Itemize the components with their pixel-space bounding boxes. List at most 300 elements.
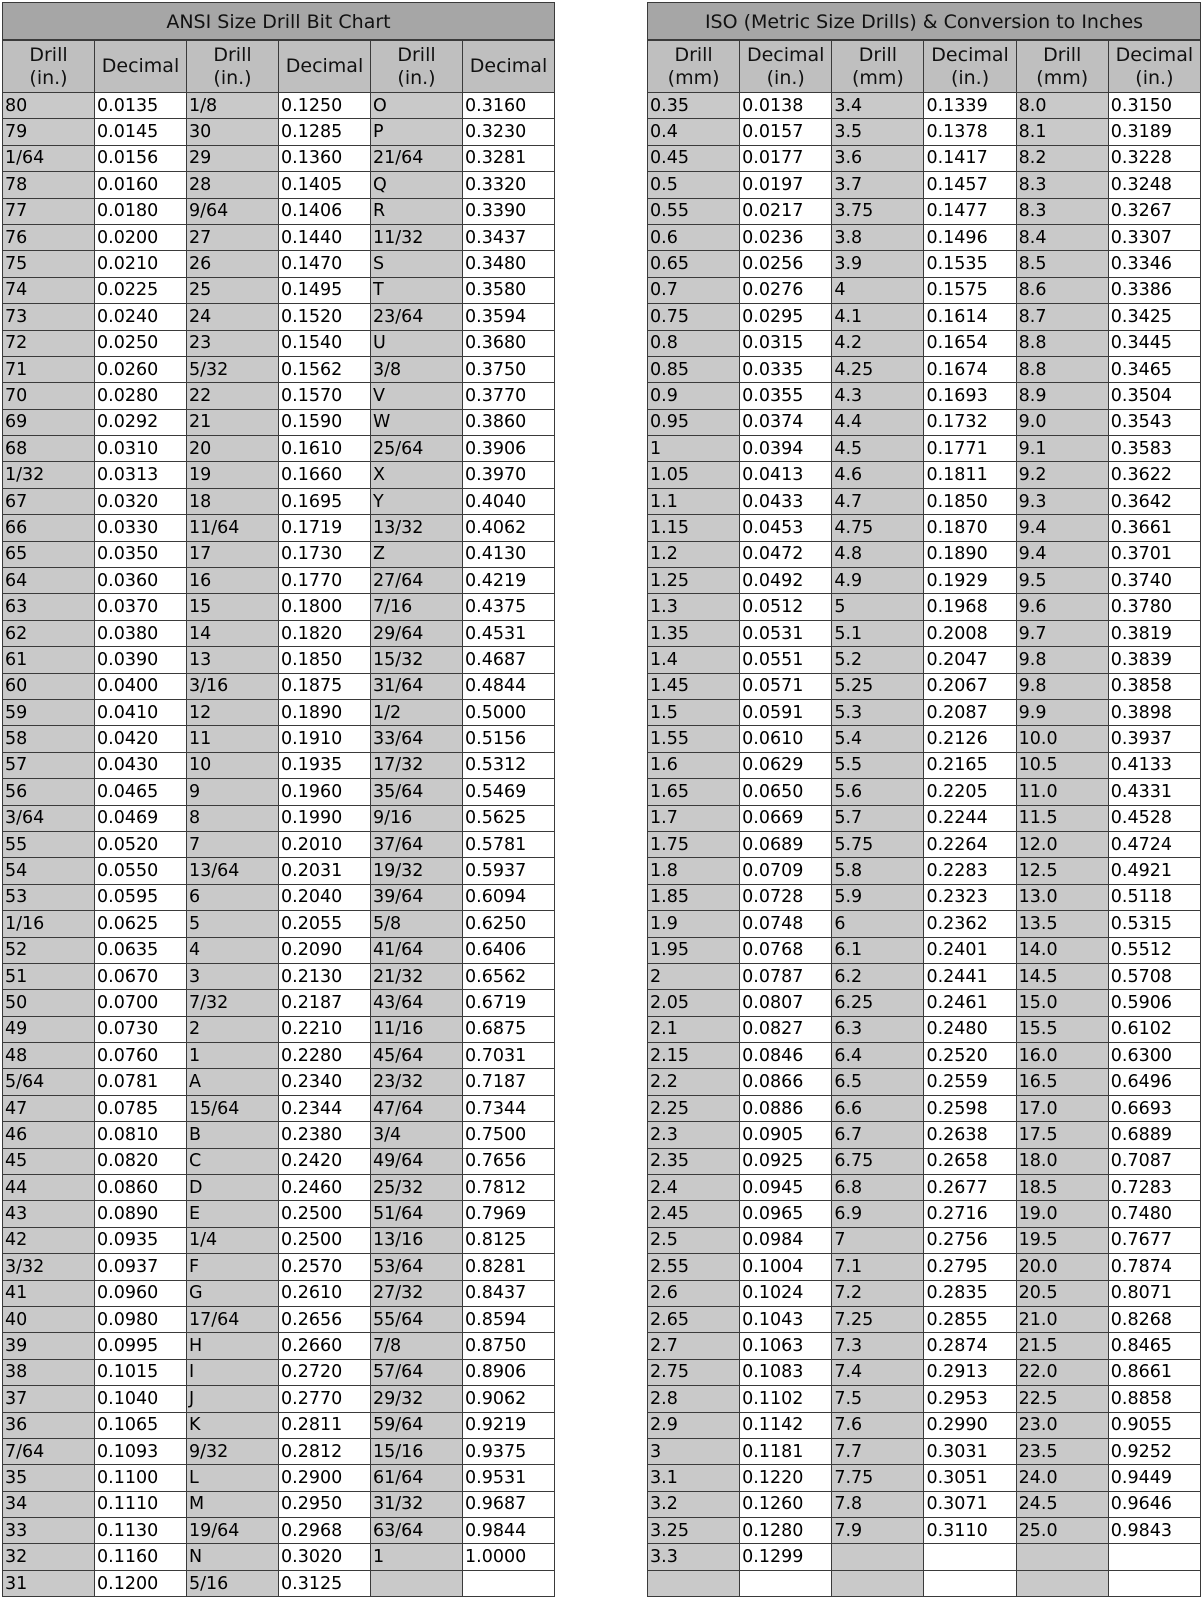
decimal-cell: 0.3642 [1108, 488, 1200, 514]
iso-table-body [648, 93, 1201, 1597]
decimal-cell: 0.5937 [463, 858, 555, 884]
decimal-cell: 0.2055 [279, 911, 371, 937]
drill-size-cell: 5 [187, 911, 279, 937]
drill-size-cell: 8.6 [1016, 277, 1108, 303]
decimal-cell: 0.0689 [740, 831, 832, 857]
drill-size-cell: 59/64 [371, 1412, 463, 1438]
drill-size-cell: 15.0 [1016, 990, 1108, 1016]
decimal-cell: 0.1102 [740, 1386, 832, 1412]
drill-size-cell: 3.3 [648, 1544, 740, 1570]
drill-size-cell: 20.5 [1016, 1280, 1108, 1306]
drill-size-cell: 72 [3, 330, 95, 356]
decimal-cell: 0.0860 [95, 1175, 187, 1201]
drill-size-cell: 3.25 [648, 1518, 740, 1544]
decimal-cell: 0.2420 [279, 1148, 371, 1174]
drill-size-cell: 11.0 [1016, 779, 1108, 805]
decimal-cell: 0.0400 [95, 673, 187, 699]
table-row [648, 1175, 1201, 1201]
decimal-cell: 0.3230 [463, 119, 555, 145]
drill-size-cell: 8.0 [1016, 93, 1108, 119]
table-row [3, 1148, 555, 1174]
drill-size-cell: 5.5 [832, 752, 924, 778]
decimal-cell: 0.1990 [279, 805, 371, 831]
drill-size-cell: W [371, 409, 463, 435]
drill-size-cell: 35 [3, 1465, 95, 1491]
decimal-cell: 0.0157 [740, 119, 832, 145]
table-row [3, 541, 555, 567]
drill-size-cell: 5.7 [832, 805, 924, 831]
drill-size-cell: 2.6 [648, 1280, 740, 1306]
table-row [648, 1306, 1201, 1332]
decimal-cell: 0.3386 [1108, 277, 1200, 303]
drill-size-cell: 7.6 [832, 1412, 924, 1438]
drill-size-cell: 2.15 [648, 1043, 740, 1069]
table-row [648, 568, 1201, 594]
decimal-cell: 0.1890 [924, 541, 1016, 567]
drill-size-cell: 17.5 [1016, 1122, 1108, 1148]
drill-size-cell: 21.0 [1016, 1306, 1108, 1332]
drill-size-cell: 15.5 [1016, 1016, 1108, 1042]
drill-size-cell: 4.3 [832, 383, 924, 409]
column-header: Decimal [463, 41, 555, 93]
drill-size-cell: 13/16 [371, 1227, 463, 1253]
decimal-cell: 0.1065 [95, 1412, 187, 1438]
decimal-cell: 0.0650 [740, 779, 832, 805]
table-row [648, 1544, 1201, 1570]
drill-size-cell: 27 [187, 224, 279, 250]
drill-size-cell: 9/64 [187, 198, 279, 224]
table-row [648, 1570, 1201, 1596]
drill-size-cell: 6 [187, 884, 279, 910]
column-header: Decimal [279, 41, 371, 93]
drill-size-cell: 1/32 [3, 462, 95, 488]
drill-size-cell: 13.0 [1016, 884, 1108, 910]
table-row [3, 145, 555, 171]
table-row [3, 911, 555, 937]
decimal-cell: 0.8281 [463, 1254, 555, 1280]
table-row [648, 1016, 1201, 1042]
decimal-cell: 0.0709 [740, 858, 832, 884]
decimal-cell: 0.0320 [95, 488, 187, 514]
decimal-cell: 0.0225 [95, 277, 187, 303]
table-row [3, 568, 555, 594]
decimal-cell: 0.0935 [95, 1227, 187, 1253]
column-header: Decimal (in.) [1108, 41, 1200, 93]
decimal-cell: 0.2130 [279, 963, 371, 989]
drill-size-cell: 2.2 [648, 1069, 740, 1095]
drill-size-cell: 4.9 [832, 568, 924, 594]
decimal-cell: 0.3020 [279, 1544, 371, 1570]
decimal-cell: 0.3480 [463, 251, 555, 277]
drill-size-cell: 18.5 [1016, 1175, 1108, 1201]
drill-size-cell: 1/16 [3, 911, 95, 937]
decimal-cell: 0.1614 [924, 304, 1016, 330]
drill-size-cell: 9.1 [1016, 436, 1108, 462]
table-row [648, 541, 1201, 567]
table-row [648, 779, 1201, 805]
table-row [3, 831, 555, 857]
drill-size-cell: 47/64 [371, 1095, 463, 1121]
table-row [3, 172, 555, 198]
drill-size-cell: 39/64 [371, 884, 463, 910]
drill-size-cell: 5/64 [3, 1069, 95, 1095]
table-row [648, 436, 1201, 462]
decimal-cell: 0.1063 [740, 1333, 832, 1359]
table-row [3, 752, 555, 778]
table-row [3, 647, 555, 673]
drill-size-cell: 2.35 [648, 1148, 740, 1174]
table-row [3, 1412, 555, 1438]
table-row [3, 1280, 555, 1306]
table-row [3, 726, 555, 752]
drill-size-cell: 1.95 [648, 937, 740, 963]
decimal-cell: 0.9062 [463, 1386, 555, 1412]
decimal-cell: 0.3425 [1108, 304, 1200, 330]
decimal-cell: 0.2720 [279, 1359, 371, 1385]
drill-size-cell: 67 [3, 488, 95, 514]
decimal-cell: 0.6875 [463, 1016, 555, 1042]
decimal-cell: 0.0330 [95, 515, 187, 541]
ansi-drill-chart [2, 2, 555, 1597]
decimal-cell: 0.6406 [463, 937, 555, 963]
drill-size-cell: 21/64 [371, 145, 463, 171]
decimal-cell: 0.1417 [924, 145, 1016, 171]
drill-size-cell: I [187, 1359, 279, 1385]
decimal-cell: 0.1674 [924, 356, 1016, 382]
decimal-cell: 0.0866 [740, 1069, 832, 1095]
drill-size-cell: 6.3 [832, 1016, 924, 1042]
drill-size-cell: 7.75 [832, 1465, 924, 1491]
drill-size-cell: 53 [3, 884, 95, 910]
drill-size-cell: 73 [3, 304, 95, 330]
drill-size-cell: 31/64 [371, 673, 463, 699]
decimal-cell: 0.3267 [1108, 198, 1200, 224]
decimal-cell: 0.0240 [95, 304, 187, 330]
decimal-cell: 0.7969 [463, 1201, 555, 1227]
drill-size-cell: M [187, 1491, 279, 1517]
drill-size-cell: 23/64 [371, 304, 463, 330]
drill-size-cell: 0.45 [648, 145, 740, 171]
decimal-cell: 0.9843 [1108, 1518, 1200, 1544]
drill-size-cell: 10 [187, 752, 279, 778]
drill-size-cell: D [187, 1175, 279, 1201]
drill-size-cell: 4.25 [832, 356, 924, 382]
drill-size-cell: 14.0 [1016, 937, 1108, 963]
decimal-cell: 0.5156 [463, 726, 555, 752]
decimal-cell: 0.1477 [924, 198, 1016, 224]
drill-size-cell: 9.5 [1016, 568, 1108, 594]
drill-size-cell: 0.75 [648, 304, 740, 330]
table-row [648, 1043, 1201, 1069]
decimal-cell: 0.0355 [740, 383, 832, 409]
decimal-cell: 0.1730 [279, 541, 371, 567]
drill-size-cell: 19/32 [371, 858, 463, 884]
decimal-cell: 0.2795 [924, 1254, 1016, 1280]
drill-size-cell: 4 [832, 277, 924, 303]
drill-size-cell: 21.5 [1016, 1333, 1108, 1359]
decimal-cell: 0.1610 [279, 436, 371, 462]
table-row [3, 1359, 555, 1385]
decimal-cell: 0.2677 [924, 1175, 1016, 1201]
table-row [3, 462, 555, 488]
drill-size-cell: 11 [187, 726, 279, 752]
drill-size-cell: 36 [3, 1412, 95, 1438]
drill-size-cell: K [187, 1412, 279, 1438]
ansi-header-row [3, 41, 555, 93]
table-row [3, 990, 555, 1016]
drill-size-cell: 6.4 [832, 1043, 924, 1069]
decimal-cell: 0.0551 [740, 647, 832, 673]
decimal-cell: 0.6300 [1108, 1043, 1200, 1069]
table-row [3, 1306, 555, 1332]
drill-size-cell: 3.7 [832, 172, 924, 198]
column-header: Drill (in.) [187, 41, 279, 93]
drill-size-cell: 1.7 [648, 805, 740, 831]
decimal-cell: 0.8125 [463, 1227, 555, 1253]
drill-size-cell: 1.6 [648, 752, 740, 778]
drill-size-cell: 23/32 [371, 1069, 463, 1095]
drill-size-cell: 31/32 [371, 1491, 463, 1517]
drill-size-cell: 10.5 [1016, 752, 1108, 778]
decimal-cell: 0.0925 [740, 1148, 832, 1174]
drill-size-cell: 11/32 [371, 224, 463, 250]
drill-size-cell: A [187, 1069, 279, 1095]
drill-size-cell: 75 [3, 251, 95, 277]
drill-size-cell: 9.4 [1016, 541, 1108, 567]
drill-size-cell: 6.75 [832, 1148, 924, 1174]
decimal-cell: 0.1043 [740, 1306, 832, 1332]
decimal-cell: 0.1160 [95, 1544, 187, 1570]
drill-size-cell: 2.1 [648, 1016, 740, 1042]
decimal-cell: 0.0335 [740, 356, 832, 382]
decimal-cell: 0.4130 [463, 541, 555, 567]
decimal-cell: 0.6250 [463, 911, 555, 937]
decimal-cell: 0.0313 [95, 462, 187, 488]
decimal-cell: 0.0629 [740, 752, 832, 778]
decimal-cell: 0.1935 [279, 752, 371, 778]
decimal-cell: 0.0350 [95, 541, 187, 567]
drill-size-cell: 7.5 [832, 1386, 924, 1412]
table-row [648, 488, 1201, 514]
drill-size-cell: 6.5 [832, 1069, 924, 1095]
drill-size-cell: 1.2 [648, 541, 740, 567]
drill-size-cell: 25/32 [371, 1175, 463, 1201]
drill-size-cell: 2 [648, 963, 740, 989]
decimal-cell: 0.6094 [463, 884, 555, 910]
drill-size-cell: 13 [187, 647, 279, 673]
drill-size-cell: 1.75 [648, 831, 740, 857]
drill-size-cell: 1/2 [371, 699, 463, 725]
decimal-cell: 0.7677 [1108, 1227, 1200, 1253]
decimal-cell: 0.6562 [463, 963, 555, 989]
decimal-cell: 0.2598 [924, 1095, 1016, 1121]
table-row [3, 1201, 555, 1227]
drill-size-cell: 33 [3, 1518, 95, 1544]
decimal-cell: 0.0700 [95, 990, 187, 1016]
decimal-cell: 0.2344 [279, 1095, 371, 1121]
drill-size-cell: 17/32 [371, 752, 463, 778]
decimal-cell: 0.9449 [1108, 1465, 1200, 1491]
drill-size-cell: 17.0 [1016, 1095, 1108, 1121]
drill-size-cell: 65 [3, 541, 95, 567]
decimal-cell: 0.0177 [740, 145, 832, 171]
decimal-cell: 0.0960 [95, 1280, 187, 1306]
column-header: Drill (in.) [371, 41, 463, 93]
drill-size-cell: 1.55 [648, 726, 740, 752]
drill-size-cell: 4.6 [832, 462, 924, 488]
decimal-cell: 0.2835 [924, 1280, 1016, 1306]
drill-size-cell: 37/64 [371, 831, 463, 857]
drill-size-cell: H [187, 1333, 279, 1359]
drill-size-cell: 1/8 [187, 93, 279, 119]
drill-size-cell: 8.3 [1016, 198, 1108, 224]
drill-size-cell: 9.2 [1016, 462, 1108, 488]
drill-size-cell: 0.55 [648, 198, 740, 224]
decimal-cell: 0.3465 [1108, 356, 1200, 382]
decimal-cell: 0.3898 [1108, 699, 1200, 725]
table-row [3, 488, 555, 514]
drill-size-cell: 16.5 [1016, 1069, 1108, 1095]
drill-size-cell: 2.45 [648, 1201, 740, 1227]
table-row [648, 172, 1201, 198]
drill-size-cell: 79 [3, 119, 95, 145]
table-row [3, 224, 555, 250]
table-row [648, 831, 1201, 857]
decimal-cell: 0.0980 [95, 1306, 187, 1332]
drill-size-cell: 25/64 [371, 436, 463, 462]
decimal-cell: 0.0531 [740, 620, 832, 646]
decimal-cell: 0.0610 [740, 726, 832, 752]
decimal-cell: 0.0595 [95, 884, 187, 910]
drill-size-cell: Z [371, 541, 463, 567]
table-row [3, 884, 555, 910]
decimal-cell: 0.1130 [95, 1518, 187, 1544]
drill-size-cell: 9/16 [371, 805, 463, 831]
decimal-cell: 0.2362 [924, 911, 1016, 937]
decimal-cell: 0.4724 [1108, 831, 1200, 857]
drill-size-cell: 5 [832, 594, 924, 620]
drill-size-cell: 7 [832, 1227, 924, 1253]
drill-size-cell: G [187, 1280, 279, 1306]
decimal-cell [924, 1544, 1016, 1570]
decimal-cell: 0.3307 [1108, 224, 1200, 250]
drill-size-cell: 78 [3, 172, 95, 198]
decimal-cell: 0.0995 [95, 1333, 187, 1359]
decimal-cell: 0.9252 [1108, 1438, 1200, 1464]
drill-size-cell: 6.6 [832, 1095, 924, 1121]
drill-size-cell [832, 1570, 924, 1596]
drill-size-cell: 9.4 [1016, 515, 1108, 541]
column-header: Drill (mm) [1016, 41, 1108, 93]
drill-size-cell: 0.9 [648, 383, 740, 409]
table-row [648, 647, 1201, 673]
decimal-cell: 0.6889 [1108, 1122, 1200, 1148]
decimal-cell: 0.0145 [95, 119, 187, 145]
drill-size-cell: 0.6 [648, 224, 740, 250]
table-row [3, 1095, 555, 1121]
drill-size-cell: 29 [187, 145, 279, 171]
decimal-cell: 0.1470 [279, 251, 371, 277]
table-row [648, 304, 1201, 330]
decimal-cell: 0.2570 [279, 1254, 371, 1280]
table-row [3, 93, 555, 119]
drill-size-cell: 2.25 [648, 1095, 740, 1121]
table-row [3, 779, 555, 805]
decimal-cell: 0.0760 [95, 1043, 187, 1069]
decimal-cell: 0.5625 [463, 805, 555, 831]
drill-size-cell: 1/4 [187, 1227, 279, 1253]
decimal-cell: 0.8071 [1108, 1280, 1200, 1306]
table-row [3, 1122, 555, 1148]
drill-size-cell: 66 [3, 515, 95, 541]
table-row [3, 1544, 555, 1570]
decimal-cell: 0.1770 [279, 568, 371, 594]
drill-size-cell: 12.0 [1016, 831, 1108, 857]
drill-size-cell: 43 [3, 1201, 95, 1227]
drill-size-cell: 8.4 [1016, 224, 1108, 250]
drill-size-cell: 2.9 [648, 1412, 740, 1438]
decimal-cell: 0.2660 [279, 1333, 371, 1359]
decimal-cell: 0.2047 [924, 647, 1016, 673]
drill-size-cell: 7.25 [832, 1306, 924, 1332]
drill-size-cell: 24 [187, 304, 279, 330]
decimal-cell: 0.0197 [740, 172, 832, 198]
drill-size-cell [1016, 1544, 1108, 1570]
decimal-cell: 0.0374 [740, 409, 832, 435]
decimal-cell: 0.2008 [924, 620, 1016, 646]
decimal-cell: 0.3583 [1108, 436, 1200, 462]
table-row [648, 937, 1201, 963]
table-row [648, 383, 1201, 409]
decimal-cell: 0.0260 [95, 356, 187, 382]
decimal-cell: 0.0295 [740, 304, 832, 330]
drill-size-cell: 5.8 [832, 858, 924, 884]
decimal-cell: 0.1440 [279, 224, 371, 250]
drill-size-cell: 6.7 [832, 1122, 924, 1148]
decimal-cell: 0.2770 [279, 1386, 371, 1412]
decimal-cell: 0.0472 [740, 541, 832, 567]
decimal-cell: 0.4528 [1108, 805, 1200, 831]
decimal-cell: 0.0210 [95, 251, 187, 277]
decimal-cell: 0.2559 [924, 1069, 1016, 1095]
table-row [648, 145, 1201, 171]
drill-size-cell: 3.6 [832, 145, 924, 171]
table-row [3, 594, 555, 620]
decimal-cell: 0.7874 [1108, 1254, 1200, 1280]
drill-size-cell: 11.5 [1016, 805, 1108, 831]
decimal-cell: 0.1719 [279, 515, 371, 541]
decimal-cell: 0.9219 [463, 1412, 555, 1438]
decimal-cell [1108, 1570, 1200, 1596]
decimal-cell: 0.0886 [740, 1095, 832, 1121]
decimal-cell: 0.0768 [740, 937, 832, 963]
decimal-cell: 0.5000 [463, 699, 555, 725]
drill-size-cell: 30 [187, 119, 279, 145]
decimal-cell: 0.3580 [463, 277, 555, 303]
decimal-cell [924, 1570, 1016, 1596]
decimal-cell: 0.7087 [1108, 1148, 1200, 1174]
drill-size-cell: 4.1 [832, 304, 924, 330]
decimal-cell: 0.3504 [1108, 383, 1200, 409]
drill-size-cell: 2.8 [648, 1386, 740, 1412]
table-row [648, 1359, 1201, 1385]
drill-size-cell: 4.5 [832, 436, 924, 462]
drill-size-cell: 1.45 [648, 673, 740, 699]
drill-size-cell: 3 [187, 963, 279, 989]
decimal-cell: 0.2461 [924, 990, 1016, 1016]
decimal-cell: 0.0670 [95, 963, 187, 989]
drill-size-cell: 1.25 [648, 568, 740, 594]
